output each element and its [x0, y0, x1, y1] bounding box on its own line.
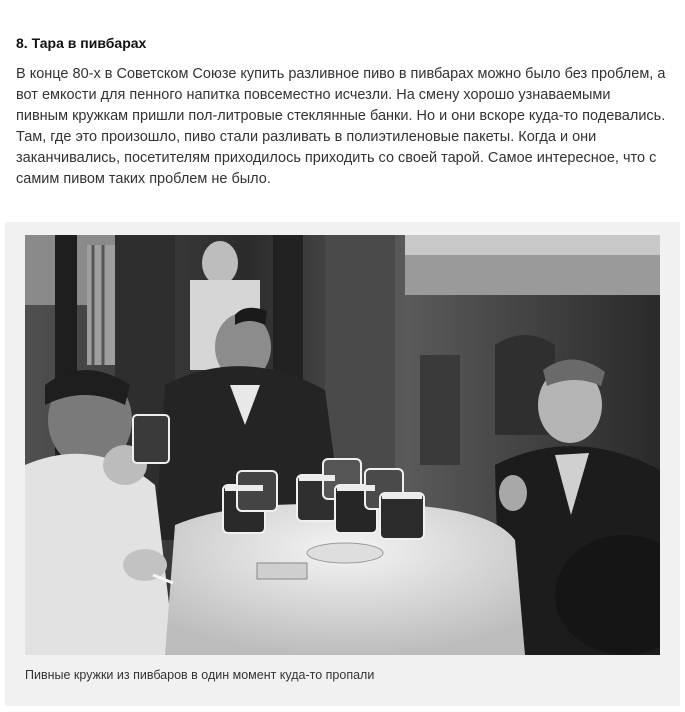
figure	[5, 222, 680, 706]
section-title: 8. Тара в пивбарах	[16, 35, 147, 51]
figure-caption: Пивные кружки из пивбаров в один момент куда-то пропали	[25, 668, 375, 682]
section-paragraph: В конце 80-х в Советском Союзе купить разливное пиво в пивбарах можно было без проблем, а вот емкости для пенного напитка повсеместно исчезли. На смену хорошо узнаваемыми пивным кружкам пришли пол-литровые стеклянные банки. Но и они вскоре куда-то подевались. Там, где это произошло, пиво стали разливать в полиэтиленовые пакеты. Когда и они заканчивались, посетителям приходилось приходить со своей тарой. Самое интересное, что с самим пивом таких проблем не было.	[16, 66, 666, 187]
photo-beer-bar	[25, 235, 660, 655]
